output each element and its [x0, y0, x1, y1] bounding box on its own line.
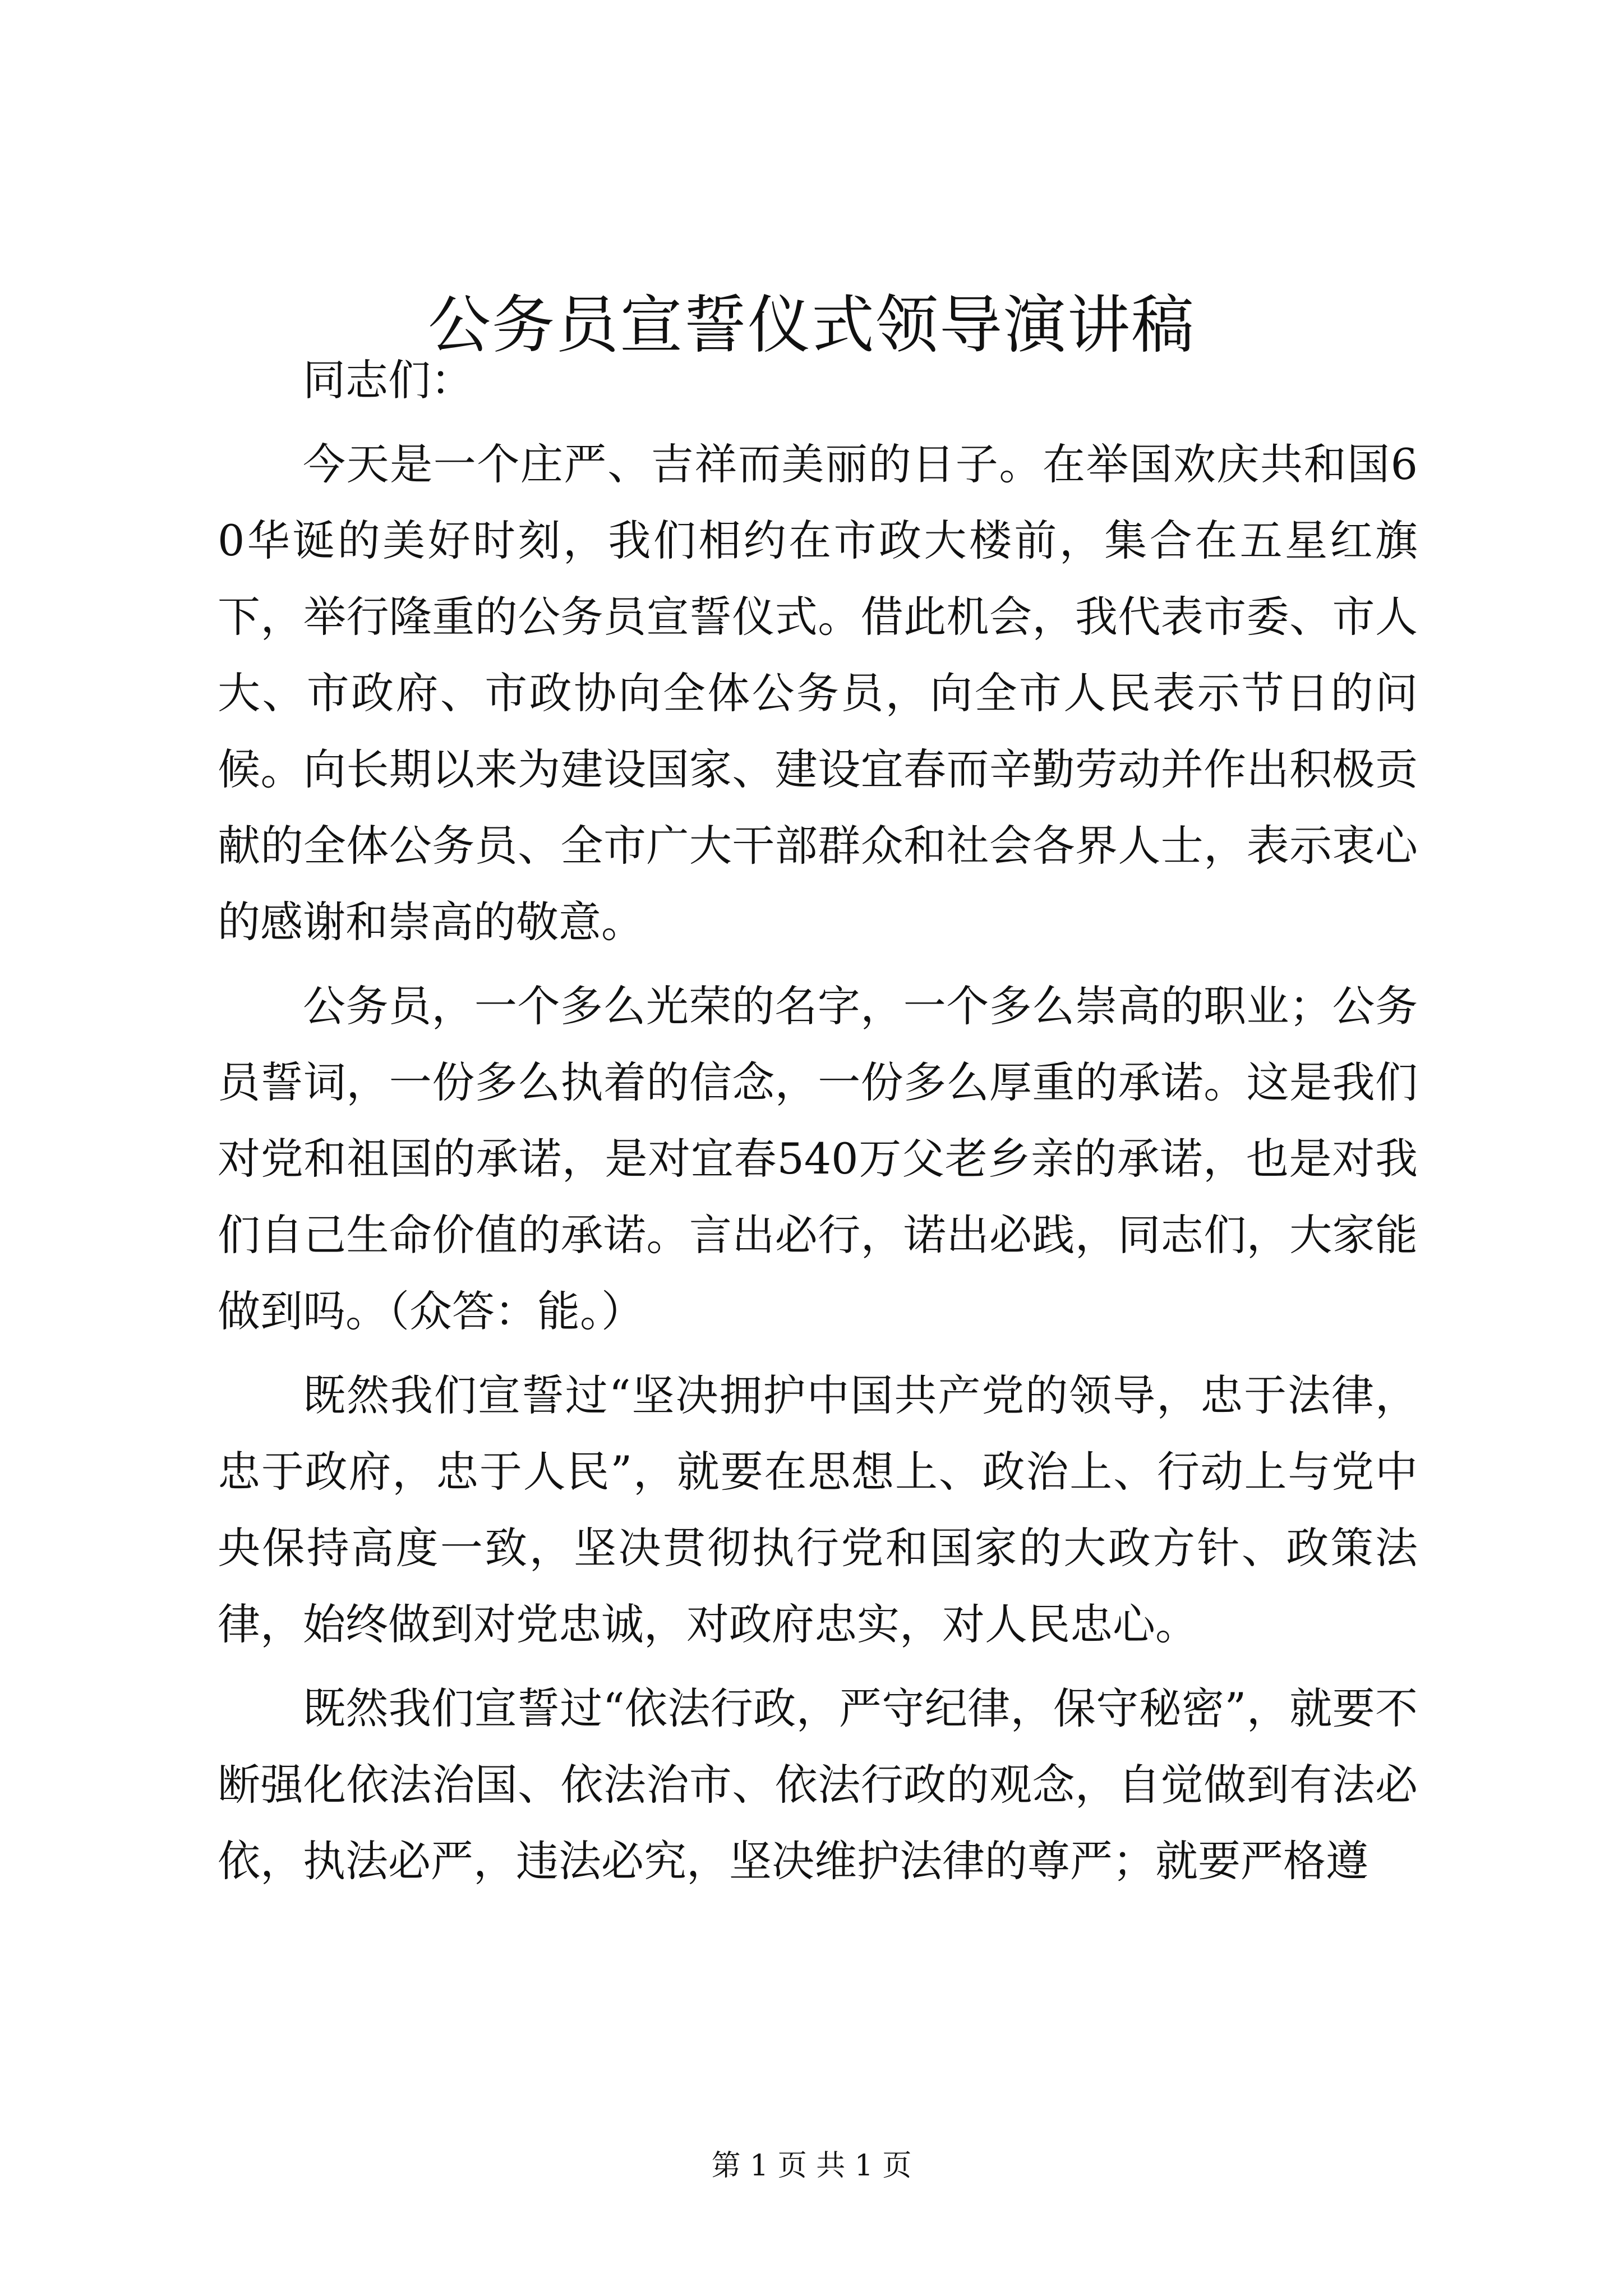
paragraph: 公务员，一个多么光荣的名字，一个多么崇高的职业；公务员誓词，一份多么执着的信念，一份多么厚重的承诺。这是我们对党和祖国的承诺，是对宜春540万父老乡亲的承诺，也是对我们自己生命价值的承诺。言出必行，诺出必践，同志们，大家能做到吗。（众答：能。）	[218, 981, 1418, 1336]
paragraph: 既然我们宣誓过“坚决拥护中国共产党的领导，忠于法律，忠于政府，忠于人民”，就要在思想上、政治上、行动上与党中央保持高度一致，坚决贯彻执行党和国家的大政方针、政策法律，始终做到对党忠诚，对政府忠实，对人民忠心。	[218, 1370, 1418, 1649]
paragraph: 既然我们宣誓过“依法行政，严守纪律，保守秘密”，就要不断强化依法治国、依法治市、依法行政的观念，自觉做到有法必依，执法必严，违法必究，坚决维护法律的尊严；就要严格遵	[218, 1683, 1418, 1886]
document-body	[218, 342, 1418, 1907]
document-title: 公务员宣誓仪式领导演讲稿	[428, 289, 1195, 362]
page-footer: 第 1 页 共 1 页	[711, 2149, 912, 2183]
greeting: 同志们：	[303, 355, 473, 405]
paragraph: 今天是一个庄严、吉祥而美丽的日子。在举国欢庆共和国60华诞的美好时刻，我们相约在市政大楼前，集合在五星红旗下，举行隆重的公务员宣誓仪式。借此机会，我代表市委、市人大、市政府、市政协向全体公务员，向全市人民表示节日的问候。向长期以来为建设国家、建设宜春而辛勤劳动并作出积极贡献的全体公务员、全市广大干部群众和社会各界人士，表示衷心的感谢和崇高的敬意。	[218, 439, 1418, 947]
